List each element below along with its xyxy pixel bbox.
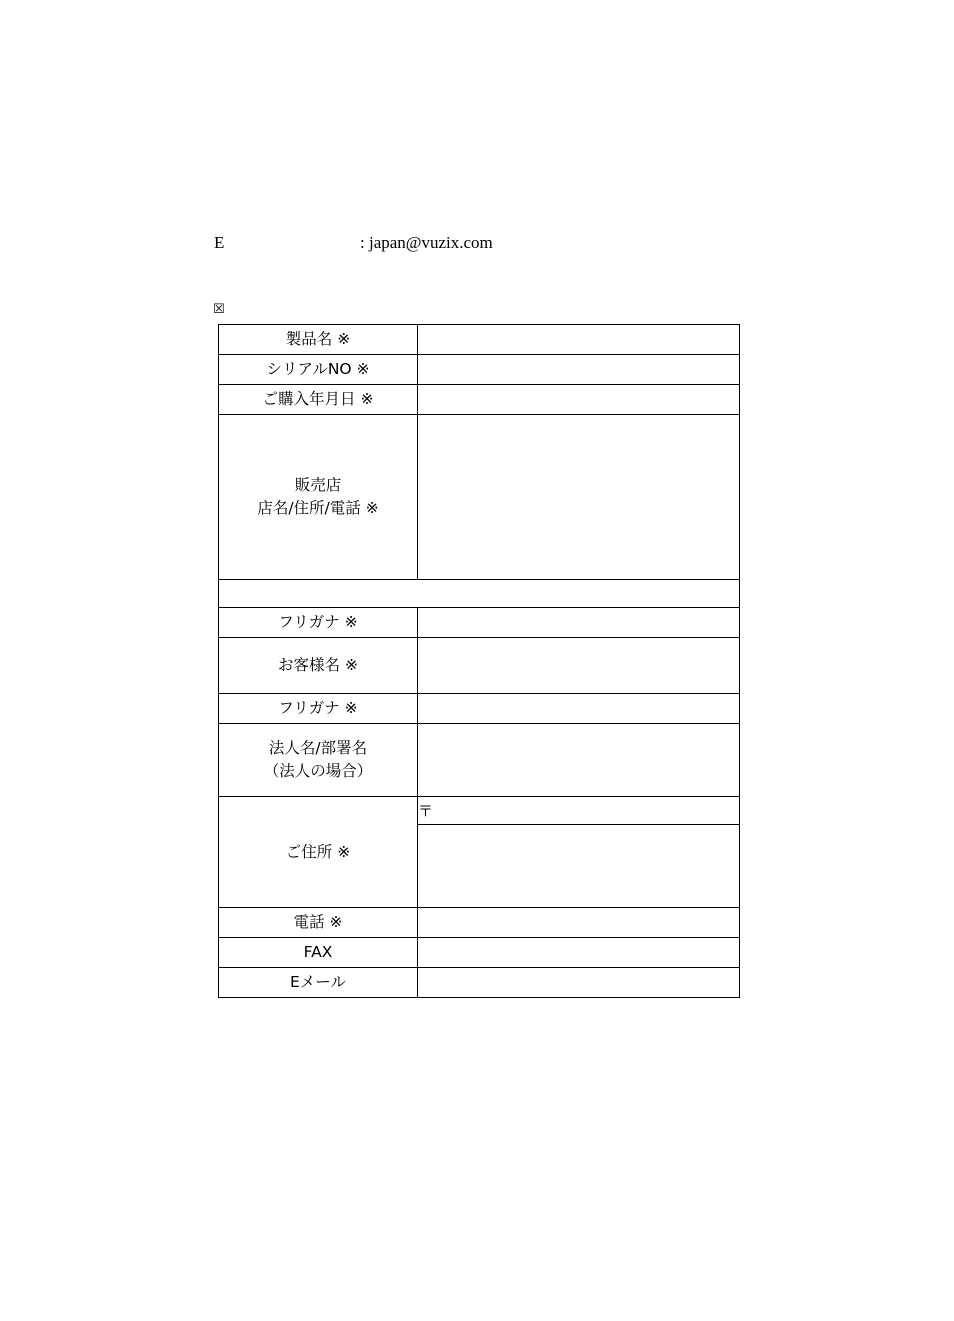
registration-form-table [218,324,740,998]
label-phone: 電話 ※ [219,908,418,938]
row-spacer [219,580,740,608]
email-contact-line [214,233,634,257]
label-company-line2: （法人の場合） [263,762,373,780]
spacer-cell [219,580,740,608]
field-serial-no[interactable] [418,355,740,385]
row-fax [219,938,740,968]
label-store-line1: 販売店 [294,476,342,494]
label-company-line1: 法人名/部署名 [268,739,368,757]
label-company [219,724,418,797]
row-company [219,724,740,797]
field-product-name[interactable] [418,325,740,355]
row-customer-name [219,638,740,694]
row-phone [219,908,740,938]
field-address[interactable] [418,825,740,908]
field-furigana-customer[interactable] [418,608,740,638]
row-furigana-customer [219,608,740,638]
row-email [219,968,740,998]
field-customer-name[interactable] [418,638,740,694]
postal-mark-icon: 〒 [418,802,434,820]
field-fax[interactable] [418,938,740,968]
label-furigana-customer: フリガナ ※ [219,608,418,638]
row-serial-no [219,355,740,385]
label-furigana-company: フリガナ ※ [219,694,418,724]
field-purchase-date[interactable] [418,385,740,415]
label-product-name: 製品名 ※ [219,325,418,355]
row-product-name [219,325,740,355]
email-label: E [214,233,225,252]
label-customer-name: お客様名 ※ [219,638,418,694]
row-address-postal [219,797,740,825]
label-fax: FAX [219,938,418,968]
label-store-line2: 店名/住所/電話 ※ [257,499,379,517]
checkbox-glyph-icon: ☒ [213,302,225,317]
label-serial-no: シリアルNO ※ [219,355,418,385]
label-store [219,415,418,580]
row-store [219,415,740,580]
field-company[interactable] [418,724,740,797]
label-address: ご住所 ※ [219,797,418,908]
row-purchase-date [219,385,740,415]
field-furigana-company[interactable] [418,694,740,724]
label-purchase-date: ご購入年月日 ※ [219,385,418,415]
email-address: : japan@vuzix.com [360,233,493,252]
field-phone[interactable] [418,908,740,938]
label-email: Eメール [219,968,418,998]
field-store[interactable] [418,415,740,580]
row-furigana-company [219,694,740,724]
field-postal-code[interactable] [418,797,740,825]
field-email[interactable] [418,968,740,998]
